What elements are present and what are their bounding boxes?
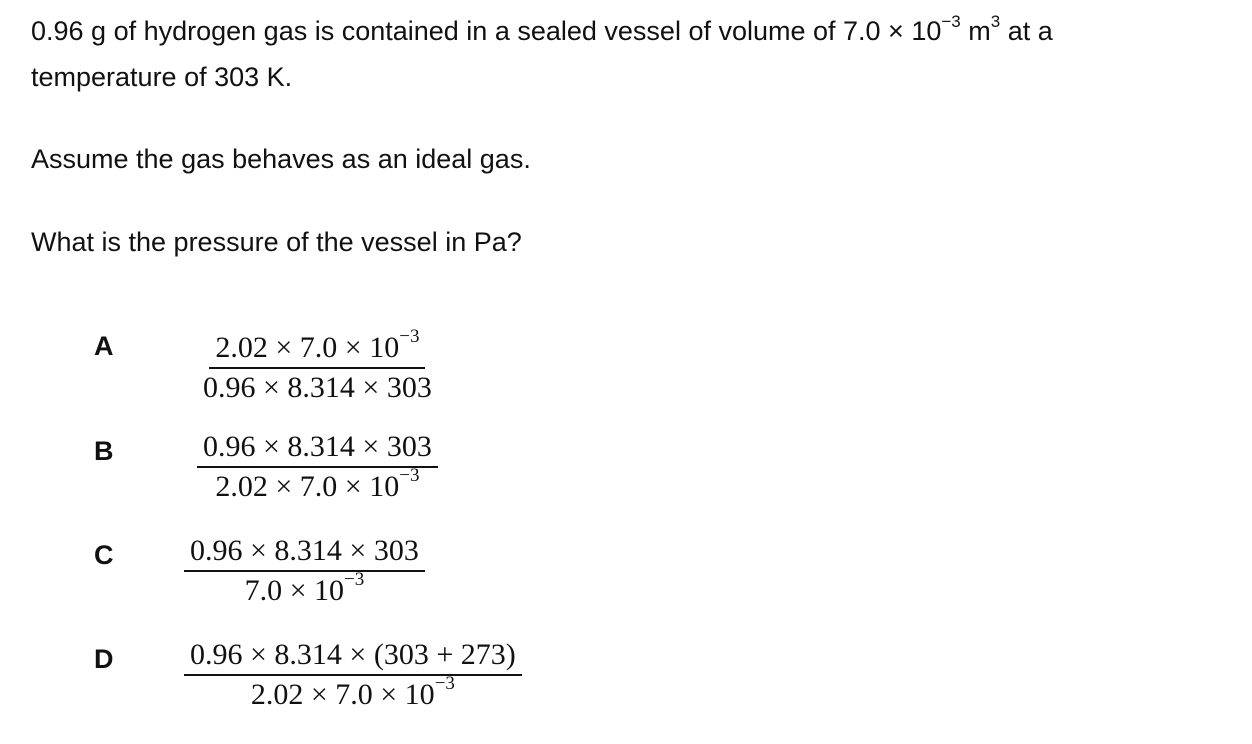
option-b-denominator-exp: −3 <box>399 465 420 486</box>
option-d-denominator-exp: −3 <box>434 673 455 694</box>
option-c-fraction <box>184 534 425 608</box>
option-b-denominator <box>209 465 425 504</box>
option-c-numerator <box>184 534 425 572</box>
option-b-denominator-base: 2.02 × 7.0 × 10 <box>215 470 400 503</box>
option-a-numerator <box>209 326 425 369</box>
volume-exponent: −3 <box>941 12 961 31</box>
option-a-letter: A <box>94 331 114 361</box>
option-c-denominator <box>239 569 371 608</box>
option-a-numerator-exp: −3 <box>399 326 420 347</box>
option-d-numerator <box>184 638 522 676</box>
option-c-denominator-base: 7.0 × 10 <box>244 574 345 607</box>
option-d-denominator-base: 2.02 × 7.0 × 10 <box>250 678 435 711</box>
question-text <box>31 8 1053 100</box>
option-b-numerator <box>197 430 438 468</box>
option-c-letter: C <box>94 540 114 570</box>
unit-exponent: 3 <box>990 12 1001 31</box>
prompt-text: What is the pressure of the vessel in Pa? <box>31 227 522 257</box>
option-a-fraction <box>197 326 438 405</box>
option-d-denominator <box>245 673 461 712</box>
assumption-text: Assume the gas behaves as an ideal gas. <box>31 144 531 174</box>
option-d-letter: D <box>94 644 114 674</box>
option-a-denominator-base: 0.96 × 8.314 × 303 <box>203 371 432 404</box>
question-line1-part1: 0.96 g of hydrogen gas is contained in a sealed vessel of volume of 7.0 × 10 <box>31 16 942 46</box>
option-b-letter: B <box>94 436 114 466</box>
option-b-numerator-base: 0.96 × 8.314 × 303 <box>203 430 432 463</box>
question-line1-part3: at a <box>1000 16 1053 46</box>
question-line2: temperature of 303 K. <box>31 62 293 92</box>
option-c-numerator-base: 0.96 × 8.314 × 303 <box>190 534 419 567</box>
option-a-numerator-base: 2.02 × 7.0 × 10 <box>215 331 400 364</box>
option-b-fraction <box>197 430 438 504</box>
option-a-denominator <box>197 369 438 405</box>
option-d-fraction <box>184 638 522 712</box>
volume-unit: m <box>960 16 991 46</box>
option-c-denominator-exp: −3 <box>344 569 365 590</box>
option-d-numerator-base: 0.96 × 8.314 × (303 + 273) <box>190 638 516 671</box>
